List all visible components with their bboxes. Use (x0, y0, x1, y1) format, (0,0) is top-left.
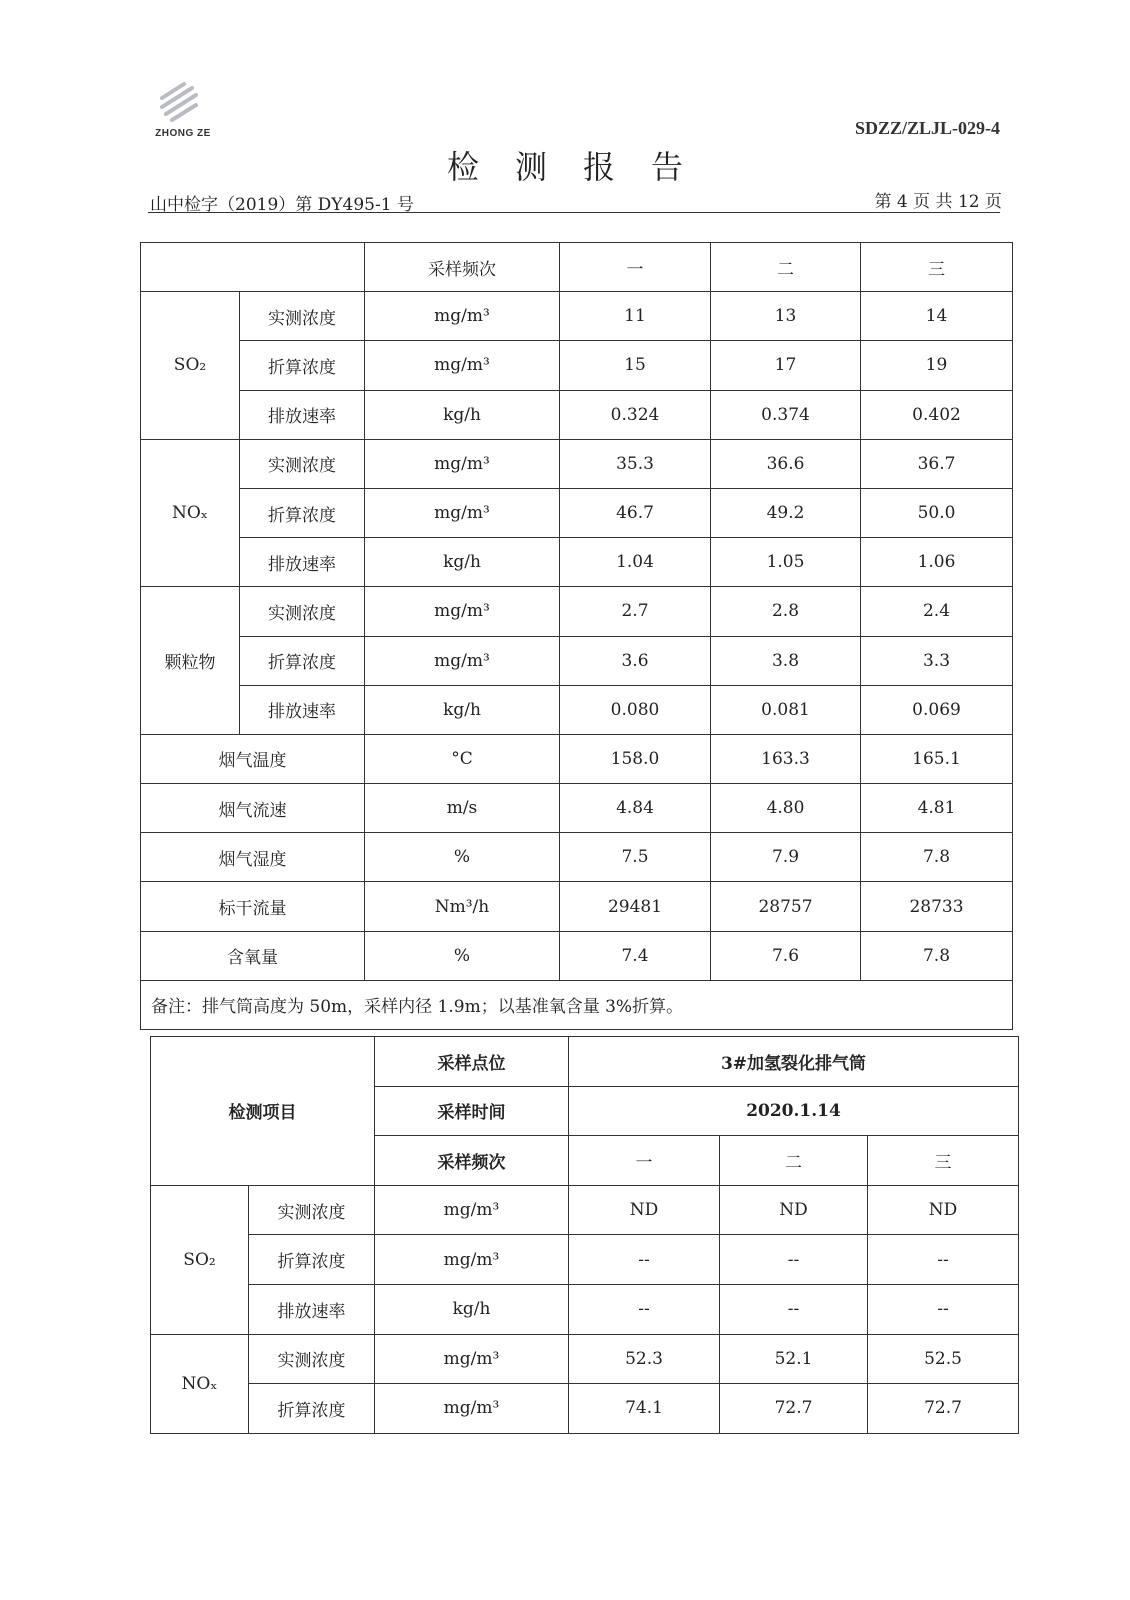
item-cell: 排放速率 (240, 685, 365, 734)
value-cell: 52.1 (720, 1334, 868, 1384)
item-cell: 折算浓度 (240, 636, 365, 685)
table-row (141, 390, 1013, 439)
value-cell: ND (720, 1185, 868, 1235)
item-cell: 折算浓度 (240, 341, 365, 390)
table-row (141, 833, 1013, 882)
item-cell: 实测浓度 (249, 1334, 375, 1384)
item-cell: 标干流量 (141, 882, 365, 931)
page-number: 第 4 页 共 12 页 (874, 192, 1002, 212)
table-row (141, 734, 1013, 783)
unit-cell: m/s (365, 784, 560, 833)
value-cell: 0.324 (560, 390, 711, 439)
unit-cell: kg/h (365, 685, 560, 734)
value-cell: 36.6 (711, 439, 861, 488)
frequency-cell: 二 (711, 243, 861, 292)
value-cell: 4.80 (711, 784, 861, 833)
sampling-time-value-cell: 2020.1.14 (569, 1086, 1019, 1136)
unit-cell: mg/m³ (365, 292, 560, 341)
item-cell: 含氧量 (141, 931, 365, 980)
unit-cell: % (365, 931, 560, 980)
value-cell: 35.3 (560, 439, 711, 488)
unit-cell: mg/m³ (365, 439, 560, 488)
frequency-label-cell: 采样频次 (365, 243, 560, 292)
item-cell: 折算浓度 (249, 1384, 375, 1434)
table-row (141, 931, 1013, 980)
value-cell: 4.84 (560, 784, 711, 833)
table-row (151, 1185, 1019, 1235)
item-cell: 实测浓度 (240, 292, 365, 341)
sampling-time-label-cell: 采样时间 (375, 1086, 569, 1136)
frequency-cell: 二 (720, 1136, 868, 1186)
value-cell: 7.8 (861, 833, 1013, 882)
value-cell: 1.06 (861, 538, 1013, 587)
blank-header-cell (141, 243, 365, 292)
value-cell: 72.7 (868, 1384, 1019, 1434)
table-row (141, 439, 1013, 488)
frequency-cell: 三 (868, 1136, 1019, 1186)
unit-cell: mg/m³ (375, 1185, 569, 1235)
unit-cell: °C (365, 734, 560, 783)
report-title: 检测报告 (446, 148, 719, 186)
unit-cell: % (365, 833, 560, 882)
table-row (141, 882, 1013, 931)
table-row (141, 587, 1013, 636)
value-cell: ND (569, 1185, 720, 1235)
value-cell: -- (868, 1235, 1019, 1285)
item-cell: 排放速率 (240, 538, 365, 587)
table-header-row (141, 243, 1013, 292)
value-cell: 11 (560, 292, 711, 341)
value-cell: ND (868, 1185, 1019, 1235)
unit-cell: Nm³/h (365, 882, 560, 931)
value-cell: 7.8 (861, 931, 1013, 980)
value-cell: 4.81 (861, 784, 1013, 833)
table-row (141, 292, 1013, 341)
results-table-2 (150, 1036, 1019, 1434)
note-row (141, 980, 1013, 1029)
company-logo (148, 78, 218, 148)
item-cell: 实测浓度 (240, 439, 365, 488)
pollutant-cell: NOₓ (151, 1334, 249, 1433)
value-cell: 50.0 (861, 488, 1013, 537)
value-cell: 72.7 (720, 1384, 868, 1434)
value-cell: 0.081 (711, 685, 861, 734)
item-cell: 实测浓度 (240, 587, 365, 636)
document-code: SDZZ/ZLJL-029-4 (854, 118, 1000, 138)
value-cell: -- (569, 1284, 720, 1334)
frequency-cell: 三 (861, 243, 1013, 292)
value-cell: 52.3 (569, 1334, 720, 1384)
note-cell: 备注：排气筒高度为 50m，采样内径 1.9m；以基准氧含量 3%折算。 (141, 980, 1013, 1029)
value-cell: 74.1 (569, 1384, 720, 1434)
unit-cell: kg/h (365, 390, 560, 439)
frequency-cell: 一 (569, 1136, 720, 1186)
sampling-point-value-cell: 3#加氢裂化排气筒 (569, 1037, 1019, 1087)
table-row (151, 1235, 1019, 1285)
unit-cell: mg/m³ (375, 1235, 569, 1285)
item-cell: 排放速率 (240, 390, 365, 439)
pollutant-cell: 颗粒物 (141, 587, 240, 735)
value-cell: 7.6 (711, 931, 861, 980)
value-cell: -- (569, 1235, 720, 1285)
value-cell: 14 (861, 292, 1013, 341)
value-cell: 15 (560, 341, 711, 390)
value-cell: 0.402 (861, 390, 1013, 439)
table-row (151, 1284, 1019, 1334)
pollutant-cell: SO₂ (151, 1185, 249, 1334)
table-row (141, 784, 1013, 833)
value-cell: 36.7 (861, 439, 1013, 488)
header-divider (148, 212, 1000, 213)
logo-text: ZHONG ZE (155, 128, 211, 139)
unit-cell: mg/m³ (365, 488, 560, 537)
value-cell: -- (720, 1235, 868, 1285)
value-cell: 52.5 (868, 1334, 1019, 1384)
value-cell: 46.7 (560, 488, 711, 537)
value-cell: -- (720, 1284, 868, 1334)
logo-stripes-icon (154, 78, 204, 124)
unit-cell: mg/m³ (375, 1384, 569, 1434)
value-cell: 17 (711, 341, 861, 390)
value-cell: 0.374 (711, 390, 861, 439)
value-cell: 1.05 (711, 538, 861, 587)
results-table-1 (140, 242, 1013, 1030)
table-row (141, 636, 1013, 685)
unit-cell: mg/m³ (365, 341, 560, 390)
table-row (141, 685, 1013, 734)
value-cell: 29481 (560, 882, 711, 931)
frequency-cell: 一 (560, 243, 711, 292)
value-cell: 0.069 (861, 685, 1013, 734)
unit-cell: kg/h (365, 538, 560, 587)
value-cell: 2.4 (861, 587, 1013, 636)
pollutant-cell: NOₓ (141, 439, 240, 587)
pollutant-cell: SO₂ (141, 292, 240, 440)
value-cell: 0.080 (560, 685, 711, 734)
value-cell: -- (868, 1284, 1019, 1334)
value-cell: 13 (711, 292, 861, 341)
report-reference-number: 山中检字（2019）第 DY495-1 号 (150, 195, 414, 215)
frequency-label-cell: 采样频次 (375, 1136, 569, 1186)
unit-cell: mg/m³ (375, 1334, 569, 1384)
item-cell: 烟气湿度 (141, 833, 365, 882)
value-cell: 28733 (861, 882, 1013, 931)
value-cell: 7.4 (560, 931, 711, 980)
value-cell: 49.2 (711, 488, 861, 537)
value-cell: 158.0 (560, 734, 711, 783)
value-cell: 7.9 (711, 833, 861, 882)
value-cell: 2.8 (711, 587, 861, 636)
item-cell: 折算浓度 (249, 1235, 375, 1285)
value-cell: 3.6 (560, 636, 711, 685)
item-cell: 烟气流速 (141, 784, 365, 833)
table-header-row (151, 1037, 1019, 1087)
test-item-label-cell: 检测项目 (151, 1037, 375, 1186)
value-cell: 1.04 (560, 538, 711, 587)
value-cell: 3.3 (861, 636, 1013, 685)
value-cell: 3.8 (711, 636, 861, 685)
table-row (151, 1384, 1019, 1434)
item-cell: 排放速率 (249, 1284, 375, 1334)
table-row (151, 1334, 1019, 1384)
value-cell: 2.7 (560, 587, 711, 636)
item-cell: 实测浓度 (249, 1185, 375, 1235)
sampling-point-label-cell: 采样点位 (375, 1037, 569, 1087)
item-cell: 折算浓度 (240, 488, 365, 537)
value-cell: 28757 (711, 882, 861, 931)
table-row (141, 341, 1013, 390)
value-cell: 165.1 (861, 734, 1013, 783)
unit-cell: mg/m³ (365, 636, 560, 685)
unit-cell: kg/h (375, 1284, 569, 1334)
table-row (141, 538, 1013, 587)
unit-cell: mg/m³ (365, 587, 560, 636)
value-cell: 19 (861, 341, 1013, 390)
item-cell: 烟气温度 (141, 734, 365, 783)
table-row (141, 488, 1013, 537)
value-cell: 7.5 (560, 833, 711, 882)
value-cell: 163.3 (711, 734, 861, 783)
